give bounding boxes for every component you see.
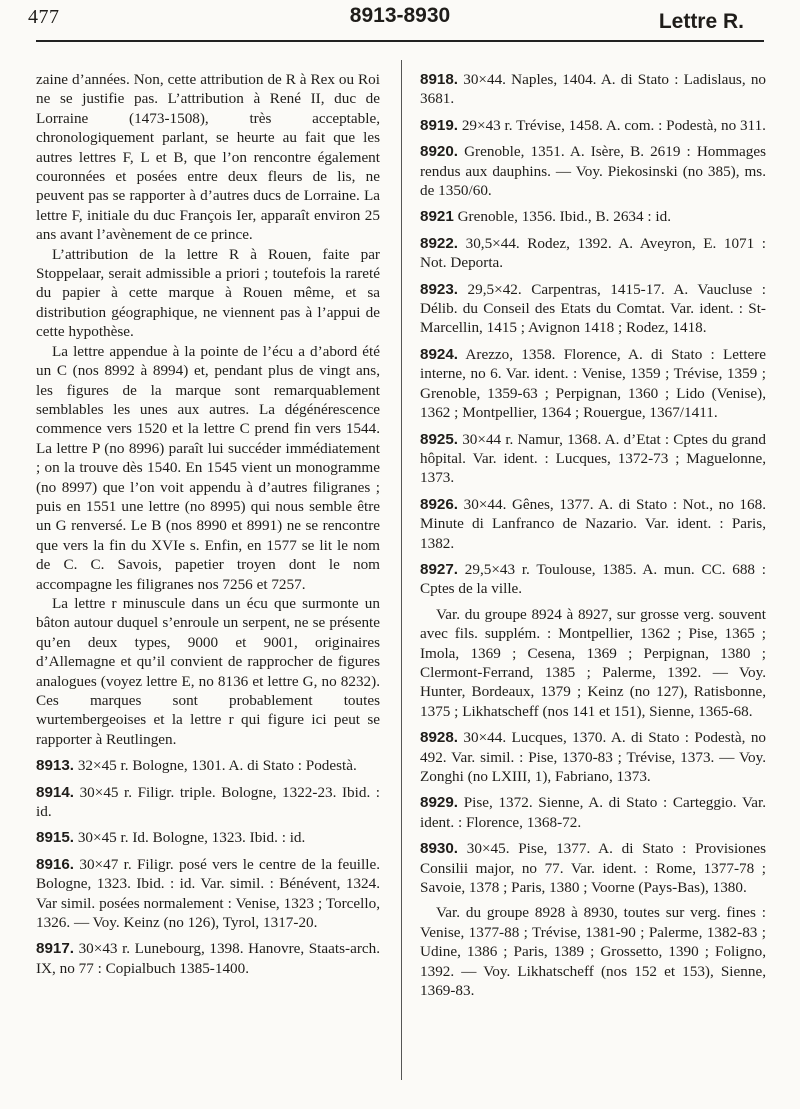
entry-text: Arezzo, 1358. Florence, A. di Stato : Lettere interne, no 6. Var. ident. : Venise, 1359 ; Trévise, 1359 ; Grenoble, 1359-63 ; Perpignan, 1360 ; Lido (Venise), 1362 ; Montpellier, 1364 ; Rouergue, 1367/1411. (420, 345, 766, 422)
entry-range: 8913-8930 (349, 4, 451, 27)
entry-text: 29,5×43 r. Toulouse, 1385. A. mun. CC. 688 : Cptes de la ville. (420, 560, 766, 598)
catalog-entry-8919 (420, 116, 766, 135)
entry-text: 30×43 r. Lunebourg, 1398. Hanovre, Staats-arch. IX, no 77 : Copialbuch 1385-1400. (36, 940, 381, 977)
entry-number: 8930. (420, 840, 459, 858)
entry-text: 30×45 r. Filigr. triple. Bologne, 1322-23. Ibid. : id. (36, 783, 381, 821)
entry-text: 30×44. Gênes, 1377. A. di Stato : Not., no 168. Minute di Lanfranco de Nazario. Var. ident. : Paris, 1382. (420, 495, 767, 552)
catalog-entry-8923 (420, 280, 766, 338)
entry-text: Pise, 1372. Sienne, A. di Stato : Carteggio. Var. ident. : Florence, 1368-72. (420, 794, 767, 831)
catalog-entry-8914 (36, 783, 380, 822)
entry-text: 30×45. Pise, 1377. A. di Stato : Provisiones Consilii major, no 77. Var. ident. : Rome, 1377-78 ; Savoie, 1378 ; Paris, 1380 ; Voorne (Pays-Bas), 1380. (420, 840, 767, 897)
entry-text: 30×44 r. Namur, 1368. A. d’Etat : Cptes du grand hôpital. Var. ident. : Lucques, 1372-73 ; Maguelonne, 1373. (420, 430, 766, 487)
page-number: 477 (28, 6, 60, 28)
entry-text: 30,5×44. Rodez, 1392. A. Aveyron, E. 1071 : Not. Deporta. (420, 234, 767, 272)
entry-number: 8924. (420, 345, 459, 363)
catalog-entry-8928 (420, 728, 766, 786)
entry-text: 29×43 r. Trévise, 1458. A. com. : Podestà, no 311. (461, 116, 766, 134)
catalog-entry-8927 (420, 560, 766, 599)
paragraph: L’attribution de la lettre R à Rouen, faite par Stoppelaar, serait admissible a priori ; toutefois la rareté du papier à cette marque à Rouen même, et sa distribution géographique, ne viennent pas à l’appui de cette hypothèse. (36, 245, 380, 341)
variant-note: Var. du groupe 8928 à 8930, toutes sur verg. fines : Venise, 1377-88 ; Trévise, 1381-90 ; Palerme, 1382-83 ; Udine, 1386 ; Paris, 1389 ; Grossetto, 1390 ; Foligno, 1392. — Voy. Likhatscheff (nos 152 et 153), Sienne, 1369-83. (420, 904, 766, 1000)
catalog-entry-8917 (36, 939, 380, 978)
catalog-entry-8926 (420, 495, 766, 553)
entry-text: Grenoble, 1351. A. Isère, B. 2619 : Hommages rendus aux dauphins. — Voy. Piekosinski (no 385), ms. de 1350/60. (420, 143, 767, 200)
entry-text: Grenoble, 1356. Ibid., B. 2634 : id. (457, 208, 672, 226)
page-header (0, 0, 800, 50)
catalog-entry-8924 (420, 345, 766, 423)
entry-number: 8929. (420, 794, 459, 812)
catalog-entry-8922 (420, 234, 766, 273)
catalog-entry-8929 (420, 793, 766, 832)
catalog-entry-8921 (420, 207, 766, 226)
right-column (420, 70, 766, 1000)
catalog-entry-8925 (420, 430, 766, 488)
catalog-entry-8930 (420, 839, 766, 897)
entry-number: 8922. (420, 234, 459, 252)
entry-text: 29,5×42. Carpentras, 1415-17. A. Vaucluse : Délib. du Conseil des Etats du Comtat. Var. ident. : St-Marcellin, 1415 ; Avignon 1418 ; Rodez, 1418. (420, 280, 766, 337)
header-rule (36, 40, 764, 42)
entry-number: 8914. (36, 783, 75, 801)
section-title: Lettre R. (658, 10, 744, 33)
catalog-entry-8916 (36, 855, 380, 933)
entry-text: 30×47 r. Filigr. posé vers le centre de la feuille. Bologne, 1323. Ibid. : id. Var. simil. : Bénévent, 1324. Var simil. posées normalement : Venise, 1323 ; Torcello, 1326. — Voy. Keinz (no 126), Tyrol, 1317-20. (36, 855, 380, 932)
paragraph: La lettre r minuscule dans un écu que surmonte un bâton autour duquel s’enroule un serpent, ne se présente qu’en deux types, 9000 et 9001, originaires d’Allemagne et qu’il convient de rapprocher de figures analogues (voyez lettre E, no 8136 et lettre G, no 8232). Ces marques sont probablement toutes wurtembergeoises et la lettre r qui figure ici peut se rapporter à Reutlingen. (36, 594, 380, 748)
entry-number: 8920. (420, 143, 459, 161)
entry-number: 8921 (420, 208, 454, 226)
entry-number: 8918. (420, 71, 459, 88)
catalog-entry-8918 (420, 70, 766, 109)
catalog-entry-8915 (36, 828, 380, 847)
entry-text: 30×44. Lucques, 1370. A. di Stato : Podestà, no 492. Var. simil. : Pise, 1370-83 ; Trévise, 1373. — Voy. Zonghi (no LXIII, 1), Fabriano, 1373. (420, 729, 767, 785)
entry-number: 8923. (420, 280, 459, 298)
paragraph: zaine d’années. Non, cette attribution de R à Rex ou Roi ne se justifie pas. L’attribution à René II, duc de Lorraine (1473-1508), très acceptable, chronologiquement parlant, se heurte au fait que les autres lettres F, L et B, que l’on rencontre également couronnées et posées entre deux fleurs de lis, ne peuvent pas se rapporter à d’autres ducs de Lorraine. La lettre F, initiale du duc François Ier, apparaît environ 25 ans avant l’avènement de ce prince. (36, 71, 380, 244)
entry-number: 8926. (420, 495, 459, 513)
entry-text: 32×45 r. Bologne, 1301. A. di Stato : Podestà. (77, 757, 357, 775)
entry-text: 30×45 r. Id. Bologne, 1323. Ibid. : id. (77, 829, 306, 847)
entry-number: 8925. (420, 430, 459, 448)
entry-number: 8917. (36, 940, 75, 958)
entry-number: 8913. (36, 757, 75, 775)
entry-number: 8928. (420, 729, 459, 747)
variant-note: Var. du groupe 8924 à 8927, sur grosse verg. souvent avec fils. supplém. : Montpellier, 1362 ; Pise, 1365 ; Imola, 1369 ; Cesena, 1369 ; Perpignan, 1380 ; Clermont-Ferrand, 1385 ; Palerme, 1392. — Voy. Hunter, Bordeaux, 1379 ; Keinz (no 127), Ratisbonne, 1375 ; Likhatscheff (nos 141 et 151), Sienne, 1365-68. (420, 605, 766, 720)
paragraph: La lettre appendue à la pointe de l’écu a d’abord été un C (nos 8992 à 8994) et, pendant plus de vingt ans, les figures de la marque sont remarquablement semblables les unes aux autres. La dégénérescence commence vers 1520 et la lettre C prend fin vers 1544. La lettre P (no 8996) paraît lui succéder immédiatement ; on la trouve dès 1540. En 1545 vient un monogramme (no 8997) que l’on voit appendu à d’autres filigranes ; puis en 1551 une lettre (no 8995) qui nous semble être un G renversé. Le B (nos 8990 et 8991) ne se rencontre que vers la fin du XVIe s. Enfin, en 1577 se lit le nom de C. C. Savois, papetier troyen dont le nom accompagne les filigranes nos 7256 et 7257. (36, 342, 380, 593)
column-divider (401, 60, 402, 1080)
entry-number: 8927. (420, 560, 459, 578)
entry-text: 30×44. Naples, 1404. A. di Stato : Ladislaus, no 3681. (420, 71, 767, 108)
entry-number: 8915. (36, 829, 75, 847)
left-column (36, 70, 380, 978)
catalog-entry-8920 (420, 142, 766, 200)
entry-number: 8916. (36, 855, 75, 873)
entry-number: 8919. (420, 116, 459, 134)
catalog-entry-8913 (36, 756, 380, 775)
